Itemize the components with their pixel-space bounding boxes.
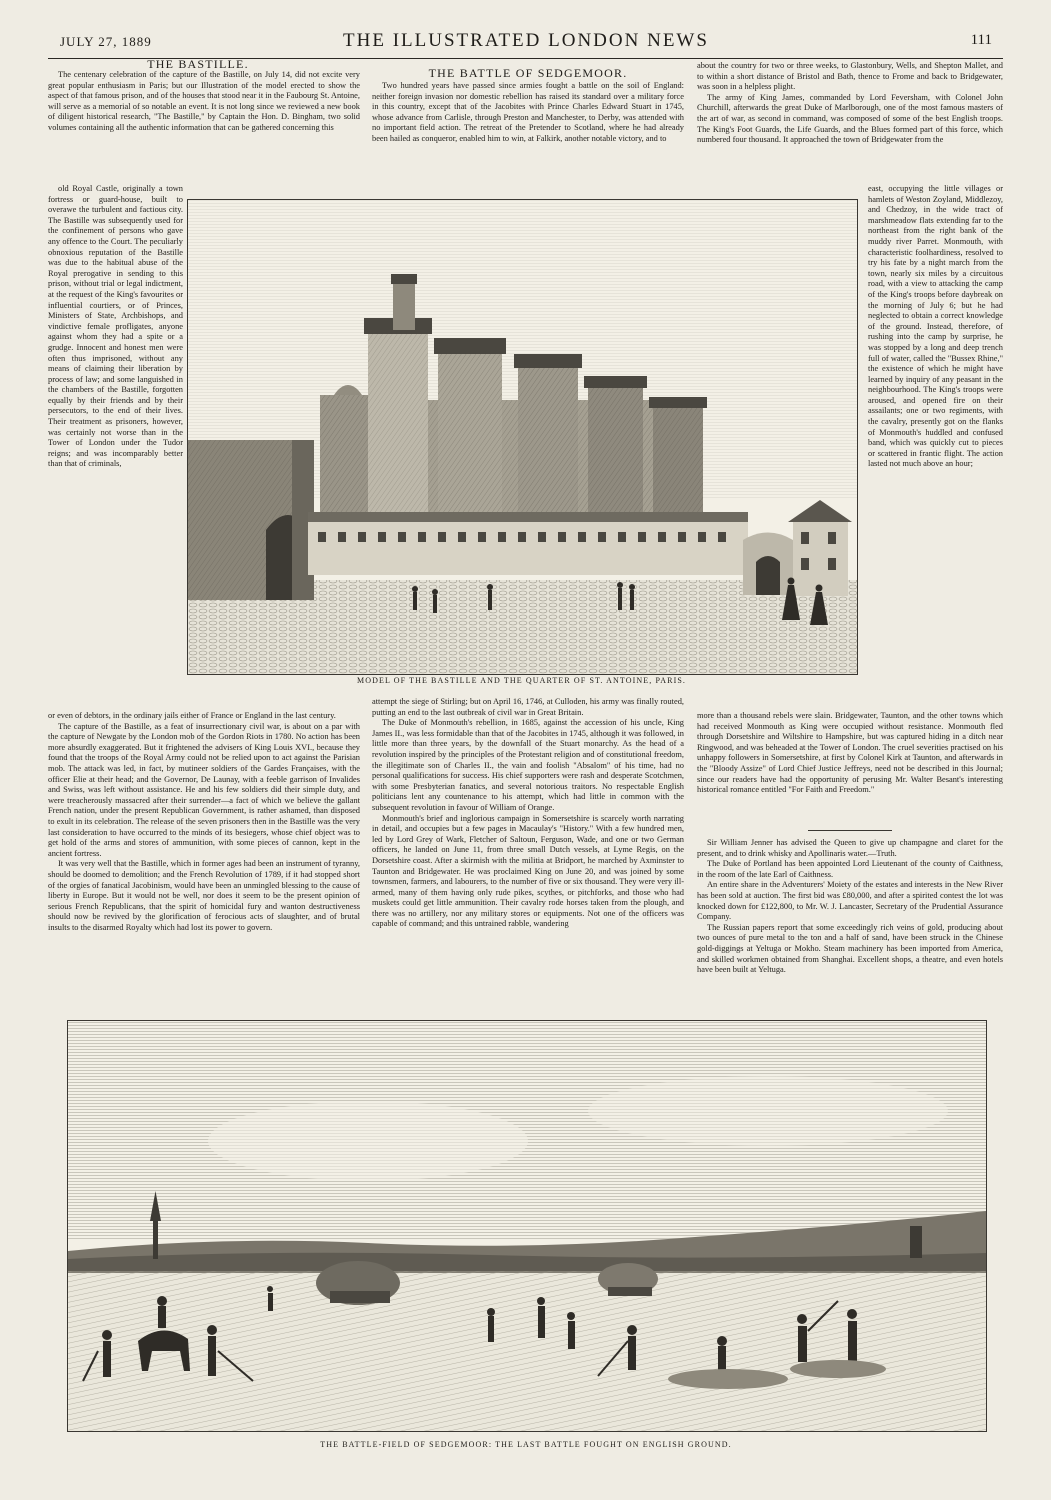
note-portland: The Duke of Portland has been appointed Lord Lieutenant of the county of Caithness, in the room of the late Earl of Caithness.: [697, 859, 1003, 879]
bastille-engraving: [188, 200, 857, 674]
bastille-para-2: old Royal Castle, originally a town fortress or guard-house, built to overawe the turbulent and factious city. The Bastille was subsequently used for the confinement of persons who gave any offence to the Court. The peculiarly obnoxious reputation of the Bastille was due to the habitual abuse of the Royal prerogative in sending to this prison, without trial or legal indictment, at the request of the King's favourites or influential courtiers, or of Princes, Ministers of State, Archbishops, and vindictive female profligates, anyone against whom they had a spite or a grudge. Innocent and honest men were often thus imprisoned, without any means of claiming their liberation by process of law; and some languished in the chambers of the Bastille, forgotten equally by their friends and by their persecutors, to the end of their lives. Their treatment as prisoners, however, was certainly not worse than in the Tower of London under the Tudor reigns; and was incomparably better than that of criminals,: [48, 184, 183, 469]
page-number: 111: [970, 32, 992, 48]
sedgemoor-right-top: [697, 61, 1003, 199]
note-new-river: An entire share in the Adventurers' Moiety of the estates and interests in the New River has been sold at auction. The first bid was £80,000, and after a spirited contest the lot was knocked down for £122,800, to Mr. W. J. Lancaster, Secretary of the Prudential Assurance Company.: [697, 880, 1003, 922]
bastille-para-1: The centenary celebration of the capture of the Bastille, on July 14, did not excite very great popular enthusiasm in Paris; but our Illustration of the model erected to show the aspect of that famous prison, and of the houses that stood near it in the Faubourg St. Antoine, will serve as a memorial of so notable an event. It is not long since we reviewed a new book of diligent historical research, "The Bastille," by Captain the Hon. D. Bingham, two solid volumes containing all the authentic information that can be gathered concerning this: [48, 70, 360, 132]
bastille-illustration: [187, 199, 858, 675]
sedgemoor-para-8: more than a thousand rebels were slain. Bridgewater, Taunton, and the other towns which had received Monmouth as King were occupied without resistance. Monmouth fled through Dorsetshire and Wiltshire to Hampshire, but was captured hiding in a ditch near Ringwood, and was beheaded at the Tower of London. The cruel severities practised on his unhappy followers in Somersetshire, at first by Colonel Kirk at Taunton, and afterwards in the "Bloody Assize" of Lord Chief Justice Jeffreys, need not be described in this Journal; since our readers have had the opportunity of perusing Mr. Walter Besant's interesting historical romance entitled "For Faith and Freedom.": [697, 711, 1003, 795]
sedgemoor-para-1: Two hundred years have passed since armies fought a battle on the soil of England: neither foreign invasion nor domestic rebellion has raised its standard over a military force in this country, except that of the Jacobites with Prince Charles Edward Stuart in 1745, whose advance from Carlisle, through Preston and Manchester, to Derby, was attended with no important field action. The retreat of the Pretender to Scotland, where he had already been hailed as conqueror, enabled him to win, at Falkirk, another notable victory, and to: [372, 81, 684, 143]
issue-date: JULY 27, 1889: [60, 34, 152, 49]
bastille-para-3: or even of debtors, in the ordinary jails either of France or England in the last century.: [48, 711, 336, 720]
sedgemoor-middle-column: [372, 697, 684, 1011]
sedgemoor-para-5: about the country for two or three weeks, to Glastonbury, Wells, and Shepton Mallet, and to within a short distance of Bristol and Bath, thence to Frome and back to Bridgewater, was soon in a helpless plight.: [697, 61, 1003, 92]
sedgemoor-caption: THE BATTLE-FIELD OF SEDGEMOOR: THE LAST BATTLE FOUGHT ON ENGLISH GROUND.: [320, 1440, 732, 1449]
news-notes: [697, 838, 1003, 1014]
sedgemoor-heading: THE BATTLE OF SEDGEMOOR.: [428, 66, 628, 80]
sedgemoor-para-7: east, occupying the little villages or hamlets of Weston Zoyland, Middlezoy, and Chedzoy, in the wide tract of marshmeadow flats extending far to the northeast from the right bank of the muddy river Parret. Monmouth, with characteristic foolhardiness, resolved to try his fate by a night march from the town, nearly six miles by a circuitous road, with a view to attacking the camp of the King's troops before daybreak on the morning of July 6; but he had neglected to obtain a correct knowledge of the ground. Instead, therefore, of rushing into the camp by surprise, he was stopped by a long and deep trench full of water, called the "Bussex Rhine," the existence of which he might have learned by inquiry of any peasant in the neighbourhood. The King's troops were aroused, and opened fire on their assailants; one or two regiments, with the cavalry, presently got on the flanks of Monmouth's huddled and confused band, which was quickly cut to pieces or scattered in frantic flight. The action lasted not much above an hour;: [868, 184, 1003, 469]
note-gold: The Russian papers report that some exceedingly rich veins of gold, producing about two ounces of pure metal to the ton and a half of sand, have been struck in the Chinese gold-diggings at Yeltuga or Mokho. Steam machinery has been imported from America, and skilled workmen obtained from Shanghai. Excellent shops, a theatre, and even hotels have been built at Yeltuga.: [697, 922, 1003, 975]
bastille-heading: THE BASTILLE.: [147, 57, 249, 71]
bastille-para-4: The capture of the Bastille, as a feat of insurrectionary civil war, is about on a par with the capture of Newgate by the London mob of the Gordon Riots in 1780. No action has been more absurdly exaggerated. But it frightened the advisers of King Louis XVI., because they found that the troops of the Royal Army could not be relied upon to act against the Parisian mob. The attack was led, in fact, by mutineer soldiers of the Gardes Françaises, with the officer Elie at their head; and the Governor, De Launay, with a feeble garrison of Invalides and Swiss, was left without assistance. He and his few soldiers did their simple duty, and were treacherously massacred after their surrender—a fact of which we believe the gallant French nation, under the present Republican Government, is rather ashamed, than disposed to exult in its celebration. The release of the seven prisoners then in the Bastille was the very last consideration to have occurred to the minds of its besiegers, whose chief object was to get hold of the arms and stores of ammunition, with some pieces of cannon, kept in the ancient fortress.: [48, 721, 360, 858]
sedgemoor-para-3: The Duke of Monmouth's rebellion, in 1685, against the accession of his uncle, King James II., was less formidable than that of the Jacobites in 1745, although it was followed, in little more than three years, by the downfall of the Stuart monarchy. As the head of a revolution inspired by the principles of the Protestant religion and of constitutional freedom, the illegitimate son of Charles II., the vain and foolish "Absalom" of his time, had no personal qualifications for success. His chief supporters were rash and desperate Scotchmen, with some Presbyterian fanatics, and several notorious traitors. No respectable English politicians lent any countenance to his attempt, which had little in common with the subsequent revolution in favour of William of Orange.: [372, 718, 684, 812]
bastille-para-5: It was very well that the Bastille, which in former ages had been an instrument of tyranny, should be doomed to demolition; and the French Revolution of 1789, if it had stopped short of the orgies of fanatical Jacobinism, would have been an unmingled blessing to the cause of liberty in Europe. But it would not be well, nor does it seem to be the present opinion of serious French Republicans, that the spirit of homicidal fury and wanton destructiveness should now be revived by the glorification of ferocious acts of slaughter, and of brutal insults to the disarmed Royalty which had lost its power to govern.: [48, 859, 360, 932]
bastille-lower-column: [48, 711, 360, 1011]
publication-title: THE ILLUSTRATED LONDON NEWS: [343, 30, 709, 51]
sedgemoor-right-lower: [697, 711, 1003, 823]
bastille-caption: MODEL OF THE BASTILLE AND THE QUARTER OF ST. ANTOINE, PARIS.: [356, 676, 686, 685]
bastille-intro: [48, 70, 360, 200]
sedgemoor-illustration: [67, 1020, 987, 1432]
section-divider: [808, 830, 892, 831]
sedgemoor-intro: [372, 81, 684, 199]
sedgemoor-engraving: [68, 1021, 986, 1431]
sedgemoor-para-2: attempt the siege of Stirling; but on April 16, 1746, at Culloden, his army was finally routed, putting an end to the last outbreak of civil war in Great Britain.: [372, 697, 684, 717]
masthead: [60, 30, 992, 56]
sedgemoor-para-6: The army of King James, commanded by Lord Feversham, with Colonel John Churchill, afterwards the great Duke of Marlborough, one of the most famous masters of the art of war, as second in command, was composed of some of the best English troops. The King's Foot Guards, the Life Guards, and the Blues formed part of this force, which numbered four thousand. It approached the town of Bridgewater from the: [697, 92, 1003, 145]
sedgemoor-para-4: Monmouth's brief and inglorious campaign in Somersetshire is scarcely worth narrating in detail, and occupies but a few pages in Macaulay's "History." With a few hundred men, led by Lord Grey of Wark, Fletcher of Saltoun, Ferguson, Wade, and one or two German officers, he landed on June 11, from three small Dutch vessels, at Lyme Regis, on the Dorsetshire coast. After a skirmish with the militia at Bridport, he marched by Axminster to Taunton and Bridgewater. He was proclaimed King on June 20, and was joined by some townsmen, farmers, and labourers, to the number of five or six thousand. They were very ill-armed, many of them having only rude pikes, scythes, or pitchforks, and those who had muskets could get little ammunition. Their cavalry rode horses taken from the plough, and there was no artillery, nor any military stores or equipments. Not one of the officers was capable of command; and this untrained rabble, wandering: [372, 813, 684, 929]
sedgemoor-narrow-column: [868, 184, 1003, 710]
bastille-narrow-column: [48, 184, 183, 710]
note-jenner: Sir William Jenner has advised the Queen to give up champagne and claret for the present, and to drink whisky and Apollinaris water.—Truth.: [697, 838, 1003, 858]
